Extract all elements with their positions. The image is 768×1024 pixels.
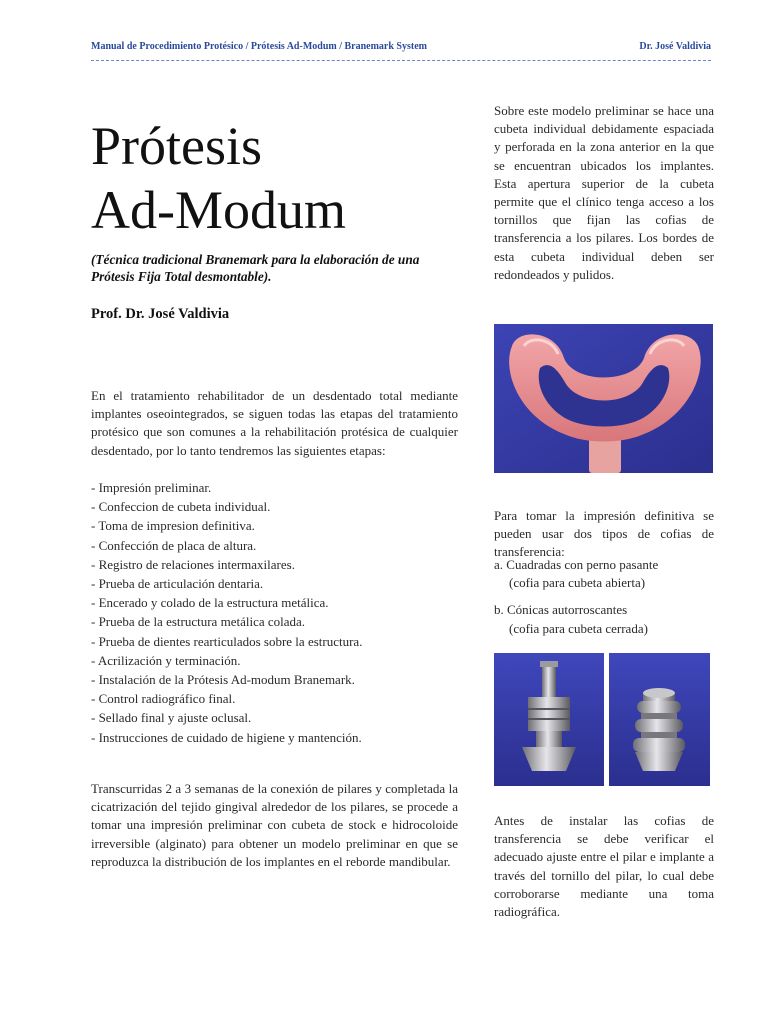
square-coping-photo — [494, 653, 604, 786]
list-item: - Impresión preliminar. — [91, 480, 212, 495]
conical-coping-photo — [609, 653, 710, 786]
list-item: - Registro de relaciones intermaxilares. — [91, 556, 295, 572]
verification-paragraph: Antes de instalar las cofias de transferencia se debe verificar el adecuado ajuste entre el pilar e implante a través del tornillo del pilar, lo cual debe corroborarse mediante una toma radiográfica. — [494, 813, 714, 920]
option-description: (cofia para cubeta cerrada) — [509, 620, 648, 636]
list-item: - Instalación de la Prótesis Ad-modum Branemark. — [91, 672, 355, 688]
list-item: - Prueba de articulación dentaria. — [91, 576, 264, 592]
impression-tray-photo — [494, 324, 713, 473]
list-item: - Encerado y colado de la estructura metálica. — [91, 595, 329, 611]
header-divider — [91, 60, 711, 61]
list-item — [494, 556, 716, 592]
list-item: - Control radiográfico final. — [91, 691, 236, 707]
list-item: - Prueba de la estructura metálica colada. — [91, 614, 306, 630]
header-author: Dr. José Valdivia — [639, 41, 711, 52]
option-label: b. Cónicas autorroscantes — [494, 602, 628, 618]
list-item: - Confección de placa de altura. — [91, 537, 257, 553]
stages-list — [91, 478, 461, 747]
header-running-title: Manual de Procedimiento Protésico / Prótesis Ad-Modum / Branemark System — [91, 41, 427, 52]
intro-paragraph: En el tratamiento rehabilitador de un desdentado total mediante implantes oseointegrados, se siguen todas las etapas del tratamiento protésico que son comunes a la rehabilitación protésica de cualquier desdentado, por lo tanto tendremos las siguientes etapas: — [91, 388, 458, 458]
list-item: - Prueba de dientes rearticulados sobre la estructura. — [91, 633, 363, 649]
page-header — [91, 41, 711, 57]
option-label: a. Cuadradas con perno pasante — [494, 557, 659, 572]
document-title — [91, 114, 471, 242]
title-line-2: Ad-Modum — [91, 180, 346, 240]
list-item — [494, 601, 716, 637]
list-item: - Sellado final y ajuste oclusal. — [91, 710, 252, 726]
document-subtitle: (Técnica tradicional Branemark para la elaboración de una Prótesis Fija Total desmontable). — [91, 252, 420, 284]
author-line: Prof. Dr. José Valdivia — [91, 306, 230, 322]
list-item: - Acrilización y terminación. — [91, 652, 241, 668]
title-line-1: Prótesis — [91, 116, 263, 176]
list-item: - Confeccion de cubeta individual. — [91, 499, 271, 515]
list-item: - Instrucciones de cuidado de higiene y mantención. — [91, 729, 362, 745]
transfer-intro-paragraph: Para tomar la impresión definitiva se pueden usar dos tipos de cofias de transferencia: — [494, 508, 714, 560]
closing-paragraph: Transcurridas 2 a 3 semanas de la conexión de pilares y completada la cicatrización del tejido gingival alrededor de los pilares, se procede a tomar una impresión preliminar con cubeta de stock e hidrocoloide irreversible (alginato) para obtener un modelo preliminar en que se reproduzca la distribución de los implantes en el reborde mandibular. — [91, 781, 458, 869]
tray-paragraph: Sobre este modelo preliminar se hace una cubeta individual debidamente espaciada y perforada en la zona anterior en la que se encuentran ubicados los implantes. Esta apertura superior de la cubeta permite que el clínico tenga acceso a los tornillos que fijan las cofias de transferencia a los pilares. Los bordes de esta cubeta individual deben ser redondeados y pulidos. — [494, 103, 714, 282]
option-description: (cofia para cubeta abierta) — [509, 575, 646, 591]
list-item: - Toma de impresion definitiva. — [91, 518, 255, 534]
coping-types-list — [494, 556, 716, 647]
